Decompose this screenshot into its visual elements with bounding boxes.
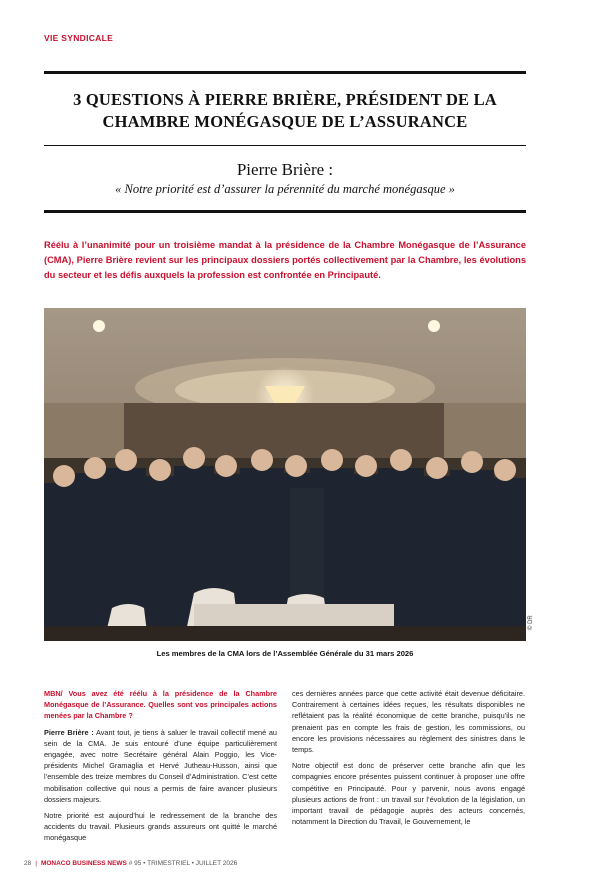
- answer-paragraph: Notre objectif est donc de préserver cette branche afin que les compagnies encore présentes puissent continuer à proposer une offre compétitive en Principauté. Pour y parvenir, nous avons engagé plusieurs actions de front : un travail sur l’évolution de la législation, un important travail de pédagogie auprès des acteurs concernés, notamment la Direction du Travail, le Gouvernement, le: [292, 761, 525, 827]
- publication-name: MONACO BUSINESS NEWS: [40, 860, 127, 867]
- section-tag: VIE SYNDICALE: [44, 33, 114, 43]
- speaker-label: Pierre Brière :: [44, 727, 94, 737]
- pull-quote: « Notre priorité est d’assurer la pérennité du marché monégasque »: [115, 182, 455, 196]
- top-rule: [44, 71, 526, 74]
- quote-rule: [44, 210, 526, 213]
- article-column-right: [292, 688, 525, 832]
- photo-caption: Les membres de la CMA lors de l’Assemblée Générale du 31 mars 2026: [156, 649, 414, 658]
- page-footer: [24, 860, 237, 867]
- answer-paragraph: Notre priorité est aujourd’hui le redressement de la branche des accidents du travail. Plusieurs grands assureurs ont quitté le marché monégasque: [44, 811, 277, 843]
- answer-paragraph: ces dernières années parce que cette activité était devenue déficitaire. Contrairement à certaines idées reçues, les résultats disponibles ne reflétaient pas la réalité économique de cette branche, puisqu’ils ne prenaient pas en compte les frais de gestion, les commissions, ou encore les provisions nécessaires au règlement des sinistres dans le temps.: [292, 689, 525, 755]
- interviewee-name: Pierre Brière :: [236, 160, 334, 179]
- interview-question: MBN/ Vous avez été réélu à la présidence de la Chambre Monégasque de l’Assurance. Quelles sont vos principales actions menées par la Chambre ?: [44, 689, 277, 721]
- issue-info: # 95 • TRIMESTRIEL • JUILLET 2026: [128, 860, 238, 867]
- article-headline: 3 QUESTIONS À PIERRE BRIÈRE, PRÉSIDENT DE LA CHAMBRE MONÉGASQUE DE L’ASSURANCE: [73, 90, 497, 131]
- footer-separator: |: [35, 860, 37, 867]
- page-number: 28: [24, 860, 32, 867]
- group-photo: [44, 308, 526, 641]
- headline-rule: [44, 145, 526, 146]
- photo-credit: © DR: [528, 615, 534, 630]
- answer-paragraph: Pierre Brière : Avant tout, je tiens à saluer le travail collectif mené au sein de la CMA. Je suis entouré d’une équipe particulièrement engagée, avec notre Secrétaire général Alain Poggio, les Vice-présidents Michel Gramaglia et Hervé Jutheau-Husson, ainsi que l’ensemble des treize membres du Conseil d’Administration. C’est cette mobilisation collective qui nous a permis de faire avancer plusieurs dossiers majeurs.: [44, 727, 277, 804]
- article-column-left: [44, 688, 277, 849]
- lead-paragraph: Réélu à l’unanimité pour un troisième mandat à la présidence de la Chambre Monégasque de l’Assurance (CMA), Pierre Brière revient sur les principaux dossiers portés collectivement par la Chambre, les évolutions du secteur et les défis auxquels la profession est confrontée en Principauté.: [44, 240, 526, 280]
